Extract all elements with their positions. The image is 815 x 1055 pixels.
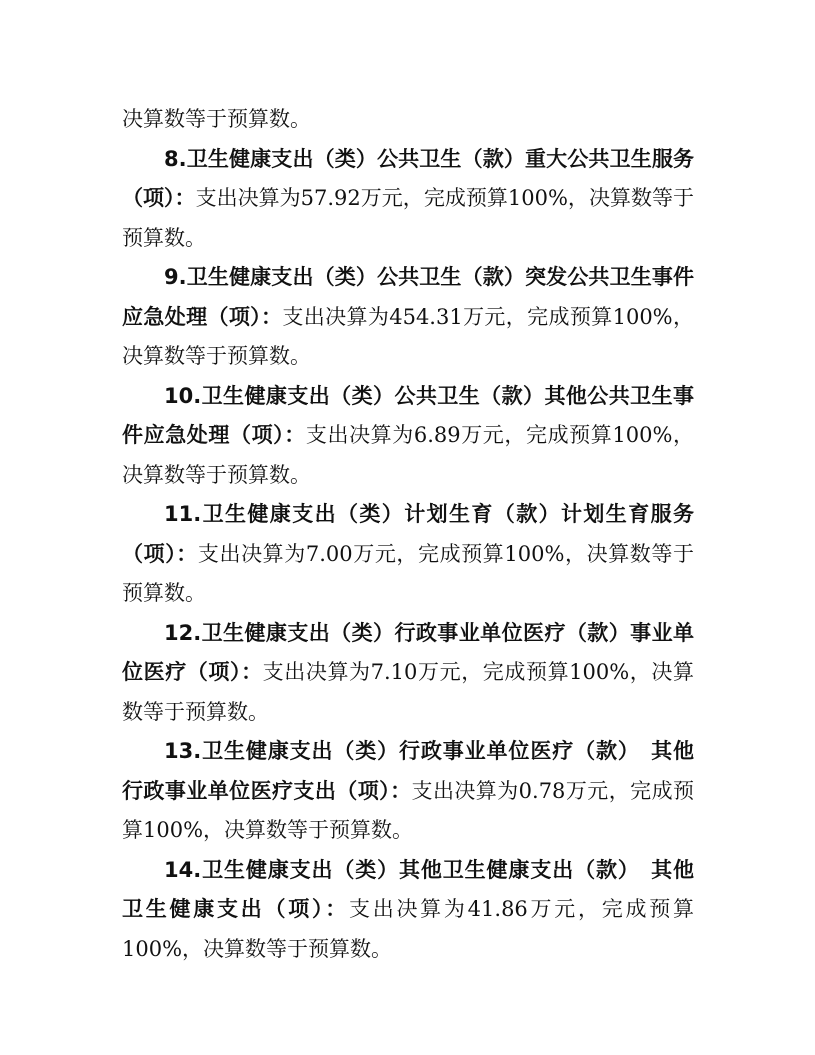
item-14-heading: 14.卫生健康支出（类）其他卫生健康支出（款） 其他卫生健康支出（项）： (122, 857, 694, 921)
item-8-body: 支出决算为57.92万元，完成预算100%，决算数等于预算数。 (122, 186, 695, 250)
intro-text: 决算数等于预算数。 (122, 107, 311, 131)
item-9-heading: 9.卫生健康支出（类）公共卫生（款）突发公共卫生事件应急处理（项）： (122, 265, 694, 329)
item-13-paragraph (122, 732, 694, 851)
item-13-heading: 13.卫生健康支出（类）行政事业单位医疗（款） 其他行政事业单位医疗支出（项）： (122, 739, 694, 803)
item-10-paragraph (122, 377, 694, 496)
item-11-body: 支出决算为7.00万元，完成预算100%，决算数等于预算数。 (122, 541, 695, 605)
item-11-paragraph (122, 495, 694, 614)
item-12-body: 支出决算为7.10万元，完成预算100%，决算数等于预算数。 (122, 660, 694, 724)
item-13-body: 支出决算为0.78万元，完成预算100%，决算数等于预算数。 (122, 778, 694, 842)
item-14-body: 支出决算为41.86万元，完成预算100%，决算数等于预算数。 (122, 897, 695, 961)
item-9-body: 支出决算为454.31万元，完成预算100%，决算数等于预算数。 (122, 304, 695, 368)
item-12-heading: 12.卫生健康支出（类）行政事业单位医疗（款）事业单位医疗（项）： (122, 620, 694, 684)
item-14-paragraph (122, 851, 694, 970)
document-body (122, 100, 694, 969)
item-10-heading: 10.卫生健康支出（类）公共卫生（款）其他公共卫生事件应急处理（项）： (122, 383, 694, 447)
item-9-paragraph (122, 258, 694, 377)
item-8-paragraph (122, 140, 694, 259)
intro-paragraph (122, 100, 694, 140)
item-8-heading: 8.卫生健康支出（类）公共卫生（款）重大公共卫生服务（项）： (122, 146, 694, 210)
item-10-body: 支出决算为6.89万元，完成预算100%，决算数等于预算数。 (122, 423, 695, 487)
item-11-heading: 11.卫生健康支出（类）计划生育（款）计划生育服务（项）： (122, 502, 694, 566)
item-12-paragraph (122, 614, 694, 733)
